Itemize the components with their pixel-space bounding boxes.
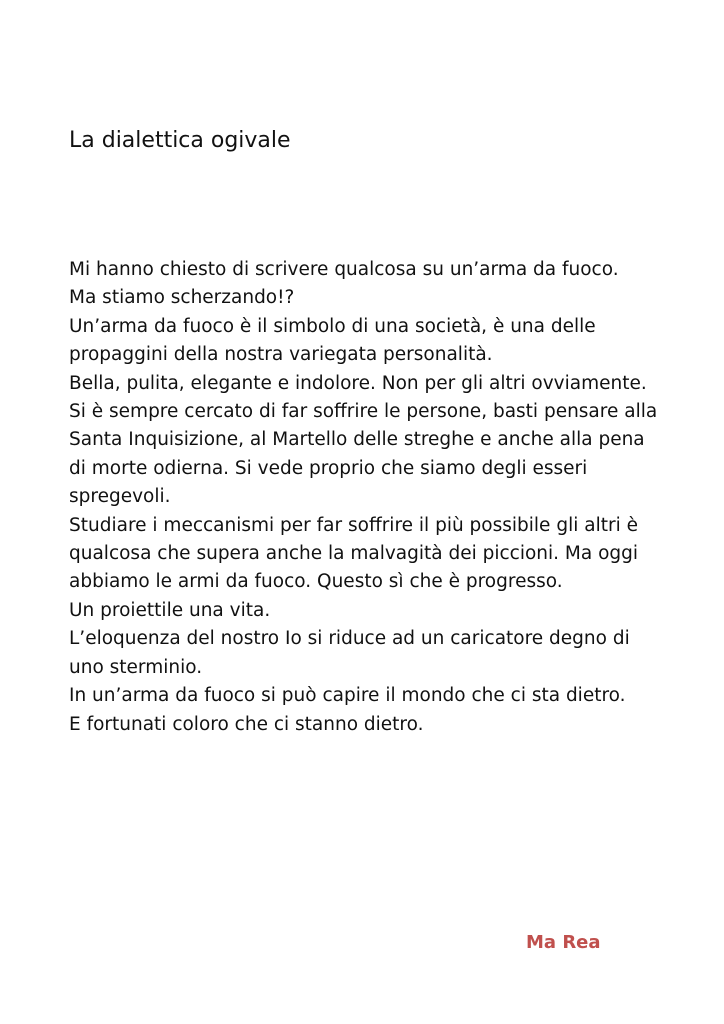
body-line: In un’arma da fuoco si può capire il mondo che ci sta dietro.	[69, 685, 626, 707]
body-line: E fortunati coloro che ci stanno dietro.	[69, 713, 424, 735]
body-line: Mi hanno chiesto di scrivere qualcosa su un’arma da fuoco.	[69, 259, 619, 280]
body-line: abbiamo le armi da fuoco. Questo sì che è progresso.	[69, 571, 563, 593]
body-line: Ma stiamo scherzando!?	[69, 287, 295, 309]
body-line: L’eloquenza del nostro Io si riduce ad un caricatore degno di	[69, 628, 630, 650]
body-line: Bella, pulita, elegante e indolore. Non per gli altri ovviamente.	[69, 372, 647, 394]
author-signature: Ma Rea	[526, 932, 601, 953]
body-line: uno sterminio.	[69, 656, 203, 678]
body-line: Santa Inquisizione, al Martello delle streghe e anche alla pena	[69, 429, 645, 451]
body-line: Si è sempre cercato di far soffrire le persone, basti pensare alla	[69, 401, 658, 423]
body-line: Un proiettile una vita.	[69, 599, 271, 621]
body-line: qualcosa che supera anche la malvagità dei piccioni. Ma oggi	[69, 543, 639, 565]
body-line: di morte odierna. Si vede proprio che siamo degli esseri	[69, 457, 588, 479]
body-line: propaggini della nostra variegata personalità.	[69, 344, 493, 366]
page-title: La dialettica ogivale	[69, 128, 291, 153]
body-line: Studiare i meccanismi per far soffrire il più possibile gli altri è	[69, 514, 638, 536]
body-text	[69, 256, 669, 739]
body-line: spregevoli.	[69, 486, 171, 508]
body-line: Un’arma da fuoco è il simbolo di una società, è una delle	[69, 315, 596, 337]
